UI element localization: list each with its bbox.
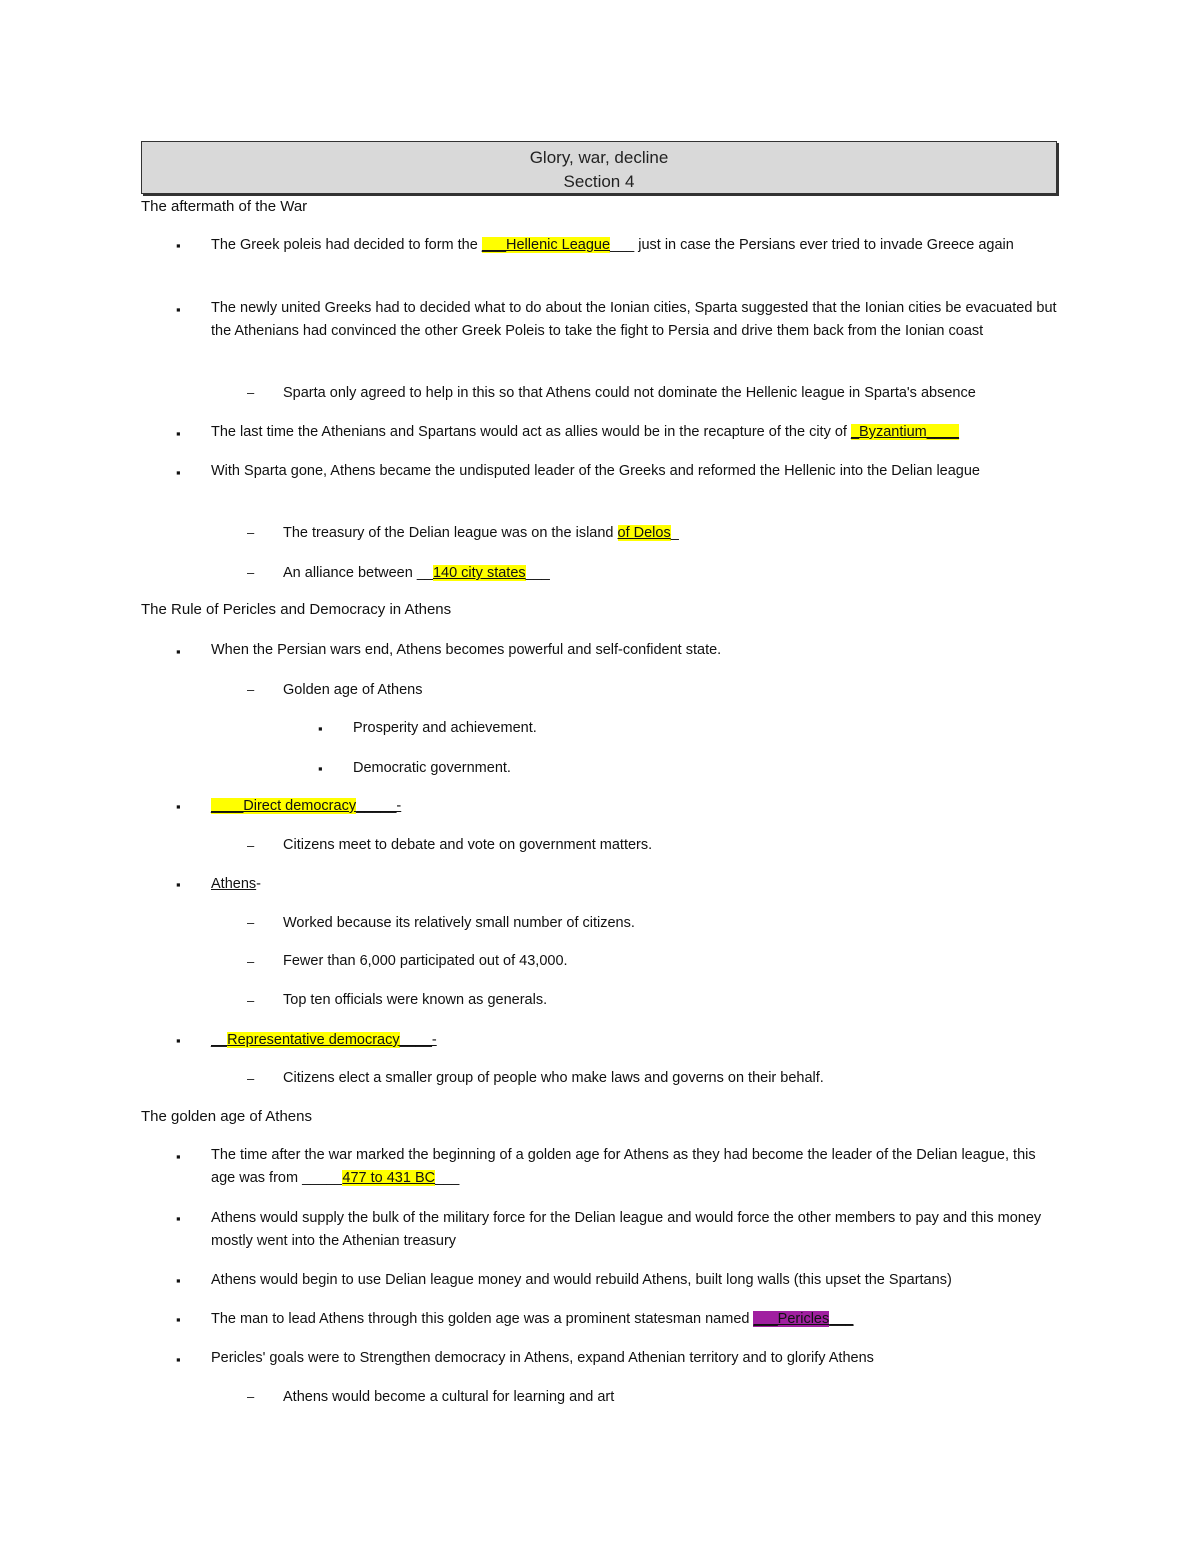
title-line-1: Glory, war, decline (529, 148, 669, 167)
list-item: When the Persian wars end, Athens becomes powerful and self-confident state. (211, 642, 722, 658)
list-item: Athens- (211, 876, 261, 892)
list-item: The Greek poleis had decided to form the ___Hellenic League___ just in case the Persians ever tried to invade Greece again (211, 237, 1014, 253)
bullet-icon: ▪ (176, 465, 181, 480)
list-item: Athens would begin to use Delian league money and would rebuild Athens, built long walls (this upset the Spartans) (211, 1272, 952, 1288)
dash-icon: – (247, 565, 255, 580)
dash-icon: – (247, 838, 255, 853)
bullet-icon: ▪ (176, 1033, 181, 1048)
bullet-icon: ▪ (176, 1312, 181, 1327)
bullet-icon: ▪ (176, 302, 181, 317)
bullet-icon: ▪ (176, 877, 181, 892)
title-box (141, 141, 1057, 194)
dash-icon: – (247, 915, 255, 930)
dash-icon: – (247, 954, 255, 969)
bullet-icon: ▪ (176, 1211, 181, 1226)
list-item: Fewer than 6,000 participated out of 43,000. (283, 953, 568, 969)
dash-icon: – (247, 1389, 255, 1404)
list-item: Sparta only agreed to help in this so that Athens could not dominate the Hellenic league in Sparta's absence (283, 385, 976, 401)
bullet-icon: ▪ (176, 644, 181, 659)
dash-icon: – (247, 525, 255, 540)
list-item: Worked because its relatively small number of citizens. (283, 915, 635, 931)
bullet-icon: ▪ (176, 799, 181, 814)
list-item: An alliance between __140 city states___ (283, 565, 550, 581)
dash-icon: – (247, 682, 255, 697)
list-item: Prosperity and achievement. (353, 720, 537, 736)
list-item: Athens would supply the bulk of the military force for the Delian league and would force the other members to pay and this money mostly went into the Athenian treasury (211, 1210, 1042, 1249)
list-item: Athens would become a cultural for learning and art (283, 1389, 615, 1405)
list-item: Democratic government. (353, 760, 511, 776)
bullet-icon: ▪ (176, 1352, 181, 1367)
bullet-icon: ▪ (176, 1149, 181, 1164)
bullet-icon: ▪ (318, 721, 323, 736)
list-item: The treasury of the Delian league was on the island of Delos_ (283, 525, 679, 541)
section-heading: The Rule of Pericles and Democracy in Athens (141, 601, 452, 618)
list-item: The man to lead Athens through this golden age was a prominent statesman named ___Pericles___ (211, 1311, 854, 1327)
list-item: Top ten officials were known as generals. (283, 992, 548, 1008)
list-item: Citizens meet to debate and vote on government matters. (283, 837, 653, 853)
list-item: With Sparta gone, Athens became the undisputed leader of the Greeks and reformed the Hellenic into the Delian league (211, 463, 980, 479)
list-item: The last time the Athenians and Spartans would act as allies would be in the recapture of the city of _Byzantium____ (211, 424, 959, 440)
dash-icon: – (247, 1071, 255, 1086)
list-item: __Representative democracy____- (211, 1032, 437, 1048)
bullet-icon: ▪ (176, 426, 181, 441)
list-item: Pericles' goals were to Strengthen democracy in Athens, expand Athenian territory and to glorify Athens (211, 1350, 874, 1366)
list-item: Citizens elect a smaller group of people who make laws and governs on their behalf. (283, 1070, 824, 1086)
list-item: The time after the war marked the beginning of a golden age for Athens as they had become the leader of the Delian league, this age was from _____477 to 431 BC___ (211, 1147, 1036, 1186)
list-item: Golden age of Athens (283, 682, 423, 698)
bullet-icon: ▪ (176, 1273, 181, 1288)
title-line-2: Section 4 (563, 172, 635, 191)
list-item: The newly united Greeks had to decided what to do about the Ionian cities, Sparta suggested that the Ionian cities be evacuated but the Athenians had convinced the other Greek Poleis to take the fight to Persia and drive them back from the Ionian coast (211, 300, 1057, 339)
section-heading: The aftermath of the War (141, 198, 308, 215)
bullet-icon: ▪ (176, 238, 181, 253)
bullet-icon: ▪ (318, 761, 323, 776)
dash-icon: – (247, 993, 255, 1008)
section-heading: The golden age of Athens (141, 1108, 312, 1125)
list-item: ____Direct democracy_____- (211, 798, 402, 814)
dash-icon: – (247, 385, 255, 400)
